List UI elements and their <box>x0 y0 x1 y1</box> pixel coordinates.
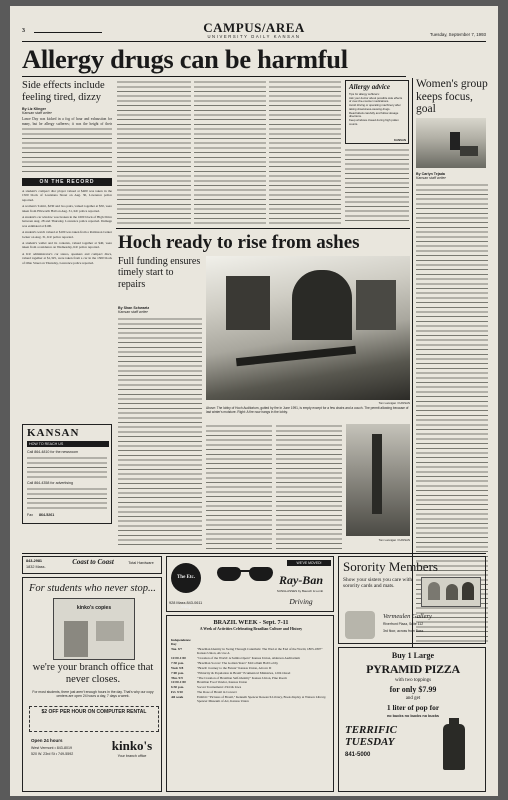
record-item: A woman's T-shirt, $230 and two pairs, valued together at $50, were taken from Ellsworth Hall on Aug. 31, KU police reported. <box>22 204 112 213</box>
allergy-advice-title: Allergy advice <box>349 83 391 91</box>
lead-body-column-5 <box>345 148 409 224</box>
headline-rule <box>22 76 406 77</box>
allergy-advice-item: Keep windows closed during high pollen counts. <box>349 117 399 126</box>
photo-sign <box>460 146 478 156</box>
pyramid-drink-icon <box>429 724 479 780</box>
gallery-logo-icon <box>345 611 375 639</box>
sorority-store: Vermeulen Gallery <box>383 613 432 620</box>
brazil-schedule-row: Fri. 9/10 The Rose of Brazil in Concert <box>171 690 237 695</box>
main-body-column-1 <box>118 317 202 549</box>
lead-body-start: Lance Day was kicked in a fog of hour and exhaustion for many, but he allergy sufferers; it was the height of their <box>22 117 112 126</box>
photo-doorway-right <box>356 280 396 330</box>
hoch-lobby-photo <box>206 256 410 400</box>
brazil-schedule-row: Thu. 9/9 "The Creation of Brazilian Self-Identity" Kansas Union, Pine Room <box>171 675 287 680</box>
on-the-record-list <box>22 189 112 265</box>
lead-byline: By Liz Klinger <box>22 107 46 111</box>
storefront-door <box>64 621 88 657</box>
brazil-schedule-row: 12:00-1:00 Brazilian Food Vendor, Kansas Union <box>171 680 248 685</box>
kinkos-logo-sub: Your branch office <box>117 754 147 758</box>
card-figure-3 <box>462 582 474 600</box>
masthead-left-rule <box>34 29 102 34</box>
womens-photo <box>416 118 486 168</box>
kansan-fax: 864-5261 <box>39 513 55 517</box>
hoch-fire-photo <box>346 424 410 536</box>
record-item: A KU administrator's car stereo, speakers and compact discs, valued together at $1,325, were taken from a car in the 1300 block of Ohio Street on Thursday, Lawrence police reported. <box>22 251 112 265</box>
allergy-advice-list <box>349 93 405 126</box>
rayban-logo: Ray-Ban <box>278 573 323 587</box>
brazil-schedule-row: 12:00-1:00 "Creation of the World: A Samba Opera" Kansas Union, Alderson Auditorium <box>171 655 300 660</box>
on-the-record-header: ON THE RECORD <box>22 178 112 186</box>
etc-shop-ad[interactable] <box>166 556 334 612</box>
brazil-schedule-row: 7:00 p.m. "Ethnicity & Population in Brazil" Ecumenical Ministries, 1204 Oread <box>171 670 291 675</box>
main-story-top-rule <box>116 228 410 229</box>
etc-shop-address: 928 Mass 843-0611 <box>169 601 203 605</box>
photo-couch <box>236 346 356 366</box>
coast-to-coast-ad[interactable] <box>22 556 162 574</box>
lead-headline: Allergy drugs can be harmful <box>22 44 348 74</box>
pyramid-line-4: 1 liter of pop for <box>386 703 440 712</box>
allergy-advice-item: Read labels carefully and follow dosage directions. <box>349 110 399 119</box>
main-byline-role: Kansan staff writer <box>118 310 148 314</box>
kinkos-tagline: For students who never stop... <box>29 583 156 594</box>
allergy-advice-box <box>345 80 409 144</box>
storefront-window <box>96 621 124 641</box>
kansan-logo: KANSAN <box>27 427 80 439</box>
kinkos-coupon-text: $2 OFF PER HOUR ON COMPUTER RENTAL <box>41 709 147 715</box>
pyramid-day: TERRIFIC TUESDAY <box>345 724 397 748</box>
main-deck: Full funding ensures timely start to repairs <box>118 256 201 290</box>
main-body-column-2 <box>206 424 272 549</box>
paper-name: UNIVERSITY DAILY KANSAN <box>207 34 301 39</box>
kinkos-ad[interactable] <box>22 577 162 792</box>
etc-shop-logo: The Etc. Shop <box>171 563 201 593</box>
brazil-schedule <box>171 638 331 703</box>
issue-date: Tuesday, September 7, 1993 <box>429 32 486 37</box>
lead-byline-role: Kansan staff writer <box>22 111 52 115</box>
record-item: A student's watch valued at $100 was taken from a Robinson Center locker on Aug. 31, KU police reported. <box>22 230 112 239</box>
kansan-how-to-reach: HOW TO REACH US <box>27 441 109 447</box>
kinkos-storefront-drawing <box>53 598 135 660</box>
allergy-advice-credit: KANSAN <box>394 138 406 142</box>
photo-caption: Above: The lobby of Hoch Auditorium, gutted by fire in June 1991, is empty except for a few chairs and a couch. The permit allowing because of last winter's moisture. Right: A fire now hangs in the lobby. <box>206 406 409 415</box>
brazil-schedule-row: Tue. 9/7 "Brazilian Identity in Swing Through Cannibals: The Wed at the End of the World, 1803-1807" Kansas Union, Alcove A <box>171 646 323 656</box>
record-item: A student's compact disc player valued at $400 was taken in the 1500 block of Louisiana Street on Aug. 30, Lawrence police reported. <box>22 189 112 202</box>
photo-doorway-left <box>226 276 270 330</box>
kinkos-coupon[interactable] <box>29 706 159 732</box>
kinkos-storefront-sign: kinko's copies <box>76 605 112 611</box>
allergy-advice-item: Tips for allergy sufferers: <box>349 92 380 96</box>
pyramid-phone: 841-5000 <box>345 752 371 758</box>
womens-byline-role: Kansan staff writer <box>416 176 446 180</box>
sorority-ad[interactable] <box>338 556 486 644</box>
kansan-contact-box <box>22 424 112 524</box>
card-figure-2 <box>446 584 458 600</box>
lead-deck: Side effects include feeling tired, dizzy <box>22 80 105 103</box>
pyramid-top-line: Buy 1 Large <box>391 651 435 660</box>
kinkos-address-1: West Vermont • 843-8019 <box>31 746 72 750</box>
etc-moved-tag: WE'VE MOVED! <box>287 560 331 566</box>
kansan-advertising-details <box>27 487 107 509</box>
coast-sub: Total Hardware <box>128 561 154 565</box>
womens-headline: Women's group keeps focus, goal <box>416 78 488 116</box>
coast-phone: 843-2981 <box>26 559 43 563</box>
section-title: CAMPUS/AREA <box>203 20 305 35</box>
pyramid-line-2: for only $7.99 <box>389 685 437 694</box>
lead-body-column-4 <box>269 80 341 224</box>
pyramid-line-5: no bucks no bucks no bucks <box>386 714 440 718</box>
kinkos-hours: Open 24 hours <box>31 738 63 743</box>
photo-pillar <box>372 434 382 514</box>
sorority-card-drawing <box>421 577 481 607</box>
allergy-advice-item: Ask your doctor about possible side effects of over-the-counter medications. <box>349 95 403 104</box>
sorority-title: Sorority Members <box>343 559 438 574</box>
record-item: A student's car window was broken in the 1600 block of High Drive between Aug. 28 and Thursday, Lawrence police reported. Damage was estimated at $100. <box>22 215 112 228</box>
kinkos-logo: kinko's <box>111 738 153 753</box>
masthead-rule <box>22 41 486 42</box>
page-number: 3 <box>22 28 25 34</box>
lead-body-column-1 <box>22 127 112 175</box>
kansan-advertising-line: Call 864-4358 for advertising <box>27 481 73 485</box>
card-figure-1 <box>428 582 440 600</box>
allergy-advice-item: Avoid driving or operating machinery after taking drowsiness-causing drugs. <box>349 103 401 111</box>
newspaper-page <box>10 6 498 796</box>
brazil-schedule-row: Wed. 9/8 "Brazil: Journey to the Future" Kansas Union, Alcove D <box>171 665 272 670</box>
sorority-body: Show your sisters you care with sorority cards and mats. <box>343 577 413 590</box>
kinkos-address-2: 520 W. 23rd St • 749-5592 <box>31 752 74 756</box>
kansan-newsroom-line: Call 864-4810 for the newsroom <box>27 450 79 454</box>
brazil-schedule-row: Independence Day <box>171 638 191 647</box>
main-byline: By Shan Schwartz <box>118 306 150 310</box>
sunglasses-icon <box>217 567 273 581</box>
record-item: A student's wallet and its contents, valued together at $40, were taken from a residence on Wednesday, KU police reported. <box>22 241 112 250</box>
kinkos-body: For most students, there just aren't enough hours in the day. That's why our copy centers are open 24 hours a day, 7 days a week. <box>32 690 154 699</box>
sorority-store-sub: Riverfront Plaza, Suite 112 <box>383 622 424 626</box>
womens-byline: By Carlyn Tejada <box>416 172 445 176</box>
photo-credit-1: Tom Lannigan / KANSAN <box>378 401 410 405</box>
pyramid-line-1: with two toppings <box>394 678 432 683</box>
brazil-week-ad[interactable] <box>166 615 334 792</box>
driving-text: Driving <box>289 597 313 606</box>
photo-figure <box>450 132 460 150</box>
pyramid-line-3: and get <box>405 696 421 701</box>
lead-body-column-3 <box>194 80 266 224</box>
brazil-schedule-row: All week Exhibit: "Pictures of Brazil," Kenneth Spencer Research Library, Book display at Watson Library, Spencer Museum of Art, Kansas Union <box>171 695 327 704</box>
sorority-note: 3rd floor, across from Bass <box>383 629 424 633</box>
pyramid-name: PYRAMID PIZZA <box>366 662 460 676</box>
coast-address: 1832 Mass. <box>26 565 46 569</box>
photo-archway <box>292 270 352 340</box>
brazil-title: BRAZIL WEEK - Sept. 7-11 <box>213 619 289 626</box>
kansan-newsroom-details <box>27 456 107 478</box>
rayban-sub: SUNGLASSES by Bausch & Lomb <box>276 589 324 593</box>
kinkos-slogan: we're your branch office that never closes. <box>32 662 154 685</box>
coast-logo: Coast to Coast <box>72 558 114 566</box>
ads-top-rule <box>22 553 486 554</box>
lead-body-column-2 <box>117 80 191 224</box>
kansan-fax-label: Fax <box>27 513 33 517</box>
main-body-column-3 <box>276 424 342 549</box>
brazil-schedule-row: 6:30 p.m. Soccer Tournament: 23rd & Iowa <box>171 685 242 690</box>
photo-credit-2: Tom Lannigan / KANSAN <box>378 538 410 542</box>
pyramid-pizza-ad[interactable] <box>338 647 486 792</box>
brazil-schedule-row: 7:30 p.m. "Brazilian Soccer: The Golden Years" McCollum Hall Lobby <box>171 660 279 665</box>
main-headline: Hoch ready to rise from ashes <box>118 232 360 253</box>
brazil-subtitle: A Week of Activities Celebrating Brazilian Culture and History <box>199 627 303 631</box>
